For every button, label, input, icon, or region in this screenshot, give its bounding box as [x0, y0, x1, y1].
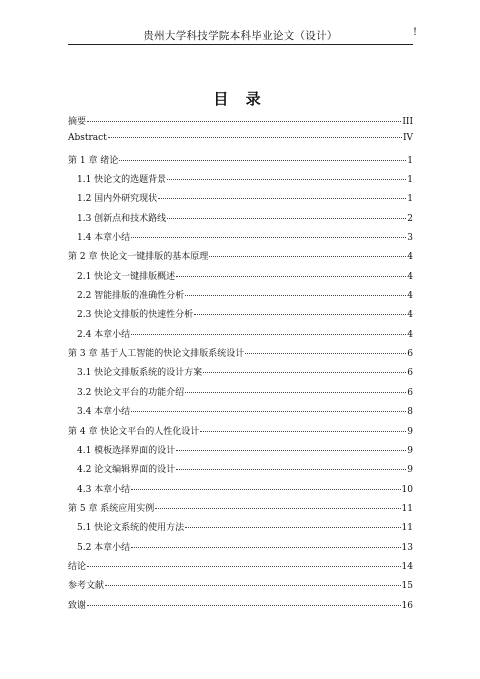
dot-leader	[167, 179, 406, 180]
dot-leader	[176, 469, 406, 470]
toc-entry-page: 3	[407, 233, 413, 244]
toc-entry-page: 15	[401, 581, 413, 592]
toc-entry-title: 2.2 智能排版的准确性分析	[77, 291, 185, 302]
toc-entry-page: 4	[407, 271, 413, 282]
dot-leader	[185, 392, 406, 393]
dot-leader	[87, 121, 401, 122]
toc-entry-page: 6	[407, 368, 413, 379]
toc-entry[interactable]	[68, 269, 413, 288]
toc-entry-title: 3.2 快论文平台的功能介绍	[77, 387, 185, 398]
dot-leader	[176, 276, 406, 277]
dot-leader	[131, 489, 400, 490]
dot-leader	[87, 605, 401, 606]
toc-entry[interactable]	[68, 327, 413, 346]
toc-entry-title: 第 1 章 绪论	[68, 155, 119, 166]
toc-entry[interactable]	[68, 520, 413, 539]
toc-entry[interactable]	[68, 288, 413, 307]
toc-entry-page: 6	[407, 349, 413, 360]
toc-entry-page: 4	[407, 291, 413, 302]
toc-entry[interactable]	[68, 153, 413, 172]
toc-entry-title: 第 4 章 快论文平台的人性化设计	[68, 426, 200, 437]
toc-entry-page: 9	[407, 465, 413, 476]
table-of-contents	[68, 114, 413, 617]
toc-entry-page: 10	[401, 484, 413, 495]
toc-entry-page: 1	[407, 194, 413, 205]
toc-entry[interactable]	[68, 559, 413, 578]
toc-entry-page: 11	[401, 523, 413, 534]
dot-leader	[131, 547, 400, 548]
dot-leader	[200, 431, 406, 432]
toc-entry-title: 1.3 创新点和技术路线	[77, 213, 167, 224]
dot-leader	[131, 237, 406, 238]
header-mark: !	[412, 27, 417, 38]
toc-entry[interactable]	[68, 424, 413, 443]
toc-entry-page: 1	[407, 155, 413, 166]
toc-entry-page: 4	[407, 252, 413, 263]
toc-entry-title: 3.4 本章小结	[77, 407, 131, 418]
toc-entry-title: 3.1 快论文排版系统的设计方案	[77, 368, 203, 379]
dot-leader	[194, 314, 406, 315]
toc-entry[interactable]	[68, 249, 413, 268]
toc-entry[interactable]	[68, 230, 413, 249]
toc-entry[interactable]	[68, 307, 413, 326]
toc-entry-page: 9	[407, 445, 413, 456]
dot-leader	[209, 256, 406, 257]
toc-title: 目 录	[213, 90, 267, 108]
dot-leader	[158, 198, 406, 199]
toc-entry-title: 1.2 国内外研究现状	[77, 194, 158, 205]
toc-entry[interactable]	[68, 211, 413, 230]
toc-entry[interactable]	[68, 346, 413, 365]
toc-entry-title: 4.2 论文编辑界面的设计	[77, 465, 176, 476]
toc-entry-title: 致谢	[68, 600, 87, 611]
toc-entry[interactable]	[68, 133, 413, 152]
toc-entry-title: 第 2 章 快论文一键排版的基本原理	[68, 252, 209, 263]
toc-entry-page: 4	[407, 329, 413, 340]
toc-entry-title: 4.1 模板选择界面的设计	[77, 445, 176, 456]
toc-entry-title: 5.1 快论文系统的使用方法	[77, 523, 185, 534]
toc-entry[interactable]	[68, 172, 413, 191]
dot-leader	[185, 527, 400, 528]
toc-entry-page: 6	[407, 387, 413, 398]
toc-entry-title: 参考文献	[68, 581, 105, 592]
dot-leader	[105, 585, 401, 586]
header-title: 贵州大学科技学院本科毕业论文（设计）	[143, 30, 338, 42]
toc-entry-page: 2	[407, 213, 413, 224]
dot-leader	[167, 218, 406, 219]
toc-entry-title: 第 3 章 基于人工智能的快论文排版系统设计	[68, 349, 245, 360]
toc-entry[interactable]	[68, 404, 413, 423]
toc-entry-title: 4.3 本章小结	[77, 484, 131, 495]
toc-entry-page: 13	[401, 542, 413, 553]
dot-leader	[155, 508, 400, 509]
dot-leader	[87, 566, 401, 567]
toc-entry-page: 11	[401, 503, 413, 514]
dot-leader	[185, 295, 406, 296]
toc-entry-page: 14	[401, 561, 413, 572]
toc-entry[interactable]	[68, 540, 413, 559]
dot-leader	[119, 160, 406, 161]
toc-entry-title: 1.4 本章小结	[77, 233, 131, 244]
dot-leader	[176, 450, 406, 451]
dot-leader	[203, 372, 406, 373]
toc-entry-title: 2.4 本章小结	[77, 329, 131, 340]
toc-entry[interactable]	[68, 191, 413, 210]
dot-leader	[245, 353, 406, 354]
toc-entry-page: III	[402, 117, 413, 127]
toc-entry-title: 5.2 本章小结	[77, 542, 131, 553]
toc-entry-title: 1.1 快论文的选题背景	[77, 175, 167, 186]
toc-entry-page: 1	[407, 175, 413, 186]
toc-entry[interactable]	[68, 578, 413, 597]
toc-entry-page: IV	[402, 133, 413, 144]
toc-entry[interactable]	[68, 443, 413, 462]
toc-entry-title: Abstract	[68, 133, 107, 144]
page-header	[68, 24, 417, 45]
dot-leader	[131, 411, 406, 412]
toc-entry-page: 9	[407, 426, 413, 437]
toc-entry-title: 摘要	[68, 117, 87, 127]
toc-entry[interactable]	[68, 598, 413, 617]
toc-entry[interactable]	[68, 482, 413, 501]
toc-entry-page: 8	[407, 407, 413, 418]
toc-entry-title: 结论	[68, 561, 87, 572]
toc-entry[interactable]	[68, 462, 413, 481]
dot-leader	[108, 137, 402, 138]
toc-entry-title: 第 5 章 系统应用实例	[68, 503, 155, 514]
toc-entry-page: 4	[407, 310, 413, 321]
toc-entry-page: 16	[401, 600, 413, 611]
toc-entry[interactable]	[68, 501, 413, 520]
dot-leader	[131, 334, 406, 335]
toc-entry-title: 2.3 快论文排版的快速性分析	[77, 310, 194, 321]
toc-entry[interactable]	[68, 385, 413, 404]
toc-entry-title: 2.1 快论文一键排版概述	[77, 271, 176, 282]
toc-entry[interactable]	[68, 365, 413, 384]
toc-entry[interactable]	[68, 114, 413, 133]
